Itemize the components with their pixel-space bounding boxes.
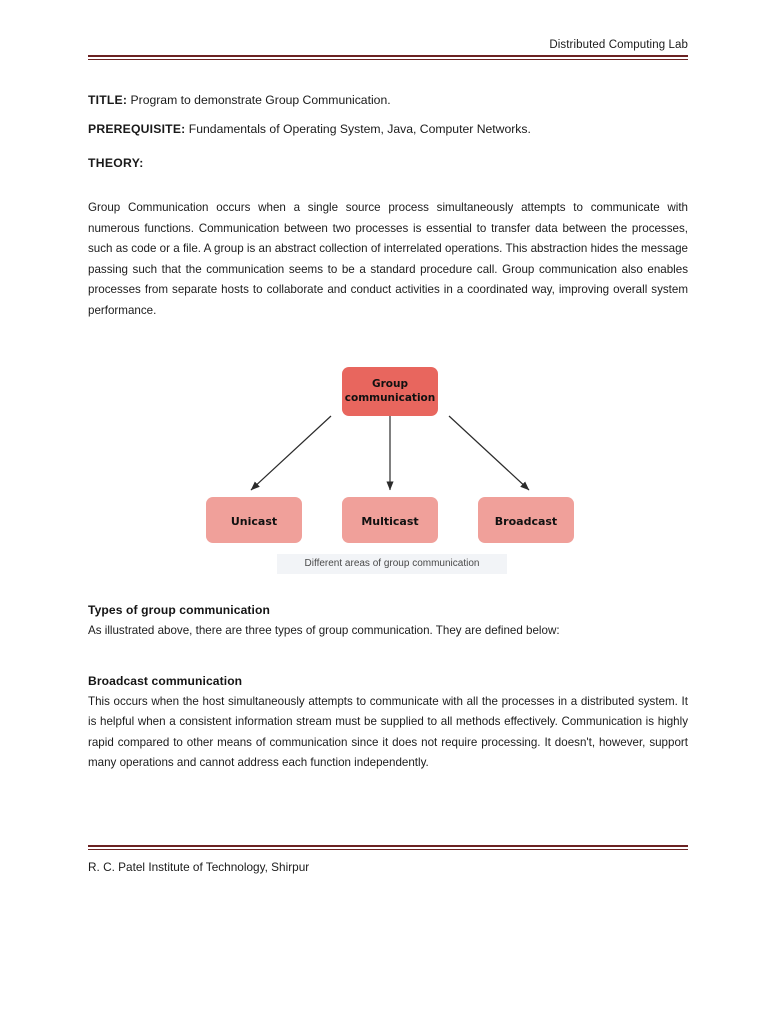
page-header — [88, 38, 688, 60]
diagram-node-multicast — [342, 497, 438, 543]
diagram-node-root — [342, 367, 438, 416]
diagram-node-unicast — [206, 497, 302, 543]
section-types-of-group-communication — [88, 603, 688, 642]
broadcast-node-label: Broadcast — [494, 515, 558, 528]
page-footer — [88, 845, 688, 875]
title-value: Program to demonstrate Group Communication. — [130, 93, 391, 107]
arrow-root-to-unicast — [251, 416, 331, 490]
prerequisite-value: Fundamentals of Operating System, Java, Computer Networks. — [188, 122, 531, 136]
section-broadcast-communication — [88, 674, 688, 774]
multicast-node-label: Multicast — [361, 515, 419, 528]
diagram-caption: Different areas of group communication — [304, 558, 480, 569]
header-title: Distributed Computing Lab — [549, 39, 688, 51]
root-node-label-line1: Group — [371, 378, 409, 390]
header-rule — [88, 55, 688, 60]
document-sections — [88, 603, 688, 774]
group-communication-diagram — [88, 358, 688, 583]
title-line — [88, 92, 688, 109]
section-heading: Types of group communication — [88, 603, 270, 617]
arrow-root-to-broadcast — [449, 416, 529, 490]
title-label: TITLE: — [88, 93, 128, 107]
root-node-label-line2: communication — [344, 392, 436, 404]
theory-label: THEORY: — [88, 156, 144, 170]
section-body: This occurs when the host simultaneously attempts to communicate with all the processes in a distributed system. It is helpful when a consistent information stream must be supplied to all methods effectively. Communication is highly rapid compared to other means of communication since it does not require processing. It doesn't, however, support many operations and cannot address each function independently. — [88, 694, 688, 769]
document-content — [88, 92, 688, 322]
unicast-node-label: Unicast — [230, 515, 278, 528]
diagram-caption-band — [277, 554, 507, 574]
section-spacer — [88, 642, 688, 674]
prerequisite-line — [88, 121, 688, 138]
diagram-svg — [88, 358, 688, 554]
diagram-node-broadcast — [478, 497, 574, 543]
theory-paragraph: Group Communication occurs when a single source process simultaneously attempts to communicate with numerous functions. Communication between two processes is essential to transfer data between the processes, such as code or a file. A group is an abstract collection of interrelated operations. This abstraction hides the message passing such that the communication seems to be a standard procedure call. Group communication also enables processes from separate hosts to collaborate and conduct activities in a coordinated way, improving overall system performance. — [88, 201, 688, 317]
section-heading: Broadcast communication — [88, 673, 243, 688]
section-body: As illustrated above, there are three types of group communication. They are defined below: — [88, 624, 560, 637]
prerequisite-label: PREREQUISITE: — [88, 122, 186, 136]
footer-text: R. C. Patel Institute of Technology, Shirpur — [88, 860, 310, 874]
